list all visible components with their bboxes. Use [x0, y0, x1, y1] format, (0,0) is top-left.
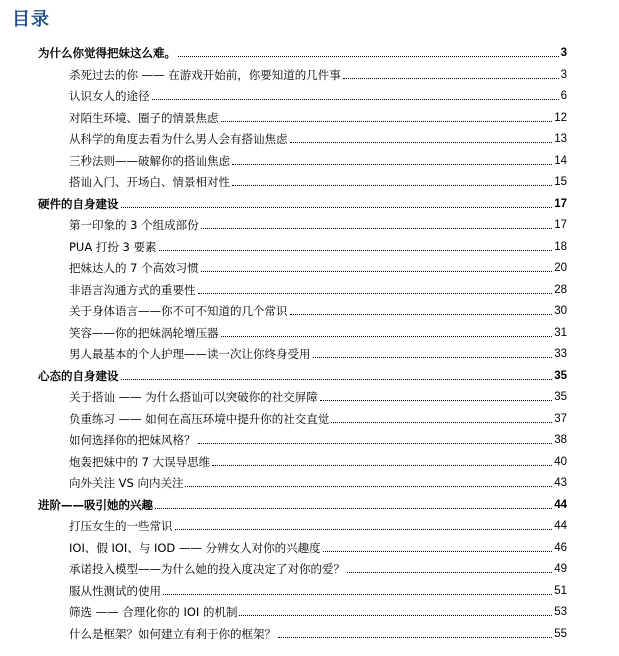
dot-leader [178, 55, 559, 57]
toc-entry-label: 关于搭讪 —— 为什么搭讪可以突破你的社交屏障 [69, 390, 318, 404]
dot-leader [121, 378, 553, 380]
dot-leader [290, 313, 553, 315]
dot-leader [159, 249, 553, 251]
toc-section-entry[interactable] [69, 215, 567, 233]
toc-section-entry[interactable] [69, 452, 567, 470]
dot-leader [198, 292, 553, 294]
dot-leader [232, 184, 552, 186]
toc-entry-label: 第一印象的 3 个组成部份 [69, 218, 199, 232]
toc-entry-label: 三秒法则——破解你的搭讪焦虑 [69, 153, 230, 168]
toc-section-entry[interactable] [69, 409, 567, 427]
toc-section-entry[interactable] [69, 624, 567, 642]
dot-leader [201, 270, 553, 272]
toc-section-entry[interactable] [69, 559, 567, 577]
toc-section-entry[interactable] [69, 516, 567, 534]
toc-entry-label: 什么是框架？如何建立有利于你的框架？ [69, 626, 276, 641]
toc-chapter-entry[interactable] [38, 194, 567, 212]
toc-entry-label: 关于身体语言——你不可不知道的几个常识 [69, 304, 288, 318]
dot-leader [221, 335, 553, 337]
toc-entry-page-number: 43 [554, 477, 567, 489]
toc-entry-label: 筛选 —— 合理化你的 IOI 的机制 [69, 605, 238, 619]
toc-entry-label: 向外关注 VS 向内关注 [69, 476, 184, 490]
toc-entry-page-number: 55 [554, 627, 567, 640]
dot-leader [198, 442, 553, 444]
toc-entry-page-number: 51 [554, 584, 567, 597]
toc-entry-label: 非语言沟通方式的重要性 [69, 282, 196, 297]
toc-entry-page-number: 40 [554, 455, 567, 468]
toc-section-entry[interactable] [69, 323, 567, 341]
toc-section-entry[interactable] [69, 581, 567, 599]
toc-entry-label: 如何选择你的把妹风格？ [69, 433, 196, 447]
dot-leader [331, 421, 552, 423]
toc-entry-page-number: 3 [560, 68, 567, 81]
toc-entry-label: 男人最基本的个人护理——读一次让你终身受用 [69, 347, 311, 361]
dot-leader [343, 77, 559, 79]
dot-leader [232, 163, 552, 165]
toc-section-entry[interactable] [69, 129, 567, 147]
toc-section-entry[interactable] [69, 280, 567, 298]
toc-entry-page-number: 44 [554, 498, 567, 511]
toc-entry-label: 为什么你觉得把妹这么难。 [38, 46, 176, 60]
dot-leader [320, 399, 552, 401]
toc-entry-page-number: 53 [554, 606, 567, 618]
toc-entry-page-number: 35 [554, 369, 567, 382]
toc-entry-label: 把妹达人的 7 个高效习惯 [69, 261, 199, 275]
toc-entry-label: PUA 打扮 3 要素 [69, 239, 157, 254]
dot-leader [221, 120, 553, 122]
toc-section-entry[interactable] [69, 344, 567, 362]
toc-entry-label: 服从性测试的使用 [69, 583, 161, 598]
toc-entry-label: 进阶——吸引她的兴趣 [38, 497, 153, 512]
dot-leader [313, 356, 553, 358]
toc-chapter-entry[interactable] [38, 495, 567, 513]
dot-leader [323, 550, 553, 552]
toc-entry-page-number: 6 [560, 90, 567, 102]
toc-entry-page-number: 46 [554, 541, 567, 554]
toc-chapter-entry[interactable] [38, 43, 567, 61]
dot-leader [175, 528, 553, 530]
toc-entry-page-number: 44 [554, 520, 567, 532]
toc-entry-label: 搭讪入门、开场白、情景相对性 [69, 175, 230, 189]
dot-leader [185, 485, 552, 487]
toc-entry-page-number: 49 [554, 563, 567, 575]
toc-entry-page-number: 20 [554, 262, 567, 274]
toc-chapter-entry[interactable] [38, 366, 567, 384]
toc-entry-label: 认识女人的途径 [69, 89, 150, 103]
toc-section-entry[interactable] [69, 65, 567, 83]
dot-leader [155, 507, 552, 509]
toc-entry-label: 笑容——你的把妹涡轮增压器 [69, 325, 219, 340]
toc-entry-page-number: 17 [554, 219, 567, 231]
toc-entry-page-number: 17 [554, 197, 567, 210]
toc-section-entry[interactable] [69, 237, 567, 255]
toc-entry-label: 承诺投入模型——为什么她的投入度决定了对你的爱？ [69, 562, 345, 576]
toc-heading: 目录 [12, 9, 50, 30]
toc-entry-label: 炮轰把妹中的 7 大误导思维 [69, 454, 211, 469]
toc-entry-page-number: 28 [554, 283, 567, 296]
toc-entry-label: 打压女生的一些常识 [69, 519, 173, 533]
dot-leader [278, 636, 552, 638]
toc-entry-page-number: 15 [554, 176, 567, 188]
toc-section-entry[interactable] [69, 301, 567, 319]
toc-entry-label: IOI、假 IOI、与 IOD —— 分辨女人对你的兴趣度 [69, 540, 321, 555]
toc-entry-page-number: 37 [554, 412, 567, 425]
dot-leader [163, 593, 552, 595]
toc-section-entry[interactable] [69, 151, 567, 169]
toc-entry-page-number: 35 [554, 391, 567, 403]
toc-entry-label: 负重练习 —— 如何在高压环境中提升你的社交直觉 [69, 411, 330, 426]
toc-section-entry[interactable] [69, 258, 567, 276]
toc-entry-label: 心态的自身建设 [38, 368, 119, 383]
toc-section-entry[interactable] [69, 86, 567, 104]
dot-leader [212, 464, 552, 466]
toc-entry-page-number: 14 [554, 154, 567, 167]
toc-entry-label: 硬件的自身建设 [38, 196, 119, 211]
toc-entry-page-number: 30 [554, 305, 567, 317]
toc-entry-page-number: 13 [554, 133, 567, 145]
dot-leader [121, 206, 553, 208]
toc-entry-label: 杀死过去的你 —— 在游戏开始前，你要知道的几件事 [69, 67, 341, 82]
toc-entry-page-number: 18 [554, 240, 567, 253]
dot-leader [201, 227, 553, 229]
toc-section-entry[interactable] [69, 108, 567, 126]
toc-entry-page-number: 3 [560, 47, 567, 59]
dot-leader [152, 98, 559, 100]
toc-section-entry[interactable] [69, 387, 567, 405]
toc-section-entry[interactable] [69, 172, 567, 190]
dot-leader [290, 141, 553, 143]
toc-section-entry[interactable] [69, 430, 567, 448]
toc-entry-page-number: 31 [554, 326, 567, 339]
toc-entry-label: 对陌生环境、圈子的情景焦虑 [69, 110, 219, 125]
toc-entry-page-number: 33 [554, 348, 567, 360]
toc-section-entry[interactable] [69, 602, 567, 620]
toc-entry-label: 从科学的角度去看为什么男人会有搭讪焦虑 [69, 132, 288, 146]
toc-section-entry[interactable] [69, 473, 567, 491]
dot-leader [239, 614, 552, 616]
dot-leader [347, 571, 552, 573]
toc-section-entry[interactable] [69, 538, 567, 556]
toc-entry-page-number: 12 [554, 111, 567, 124]
toc-entry-page-number: 38 [554, 434, 567, 446]
